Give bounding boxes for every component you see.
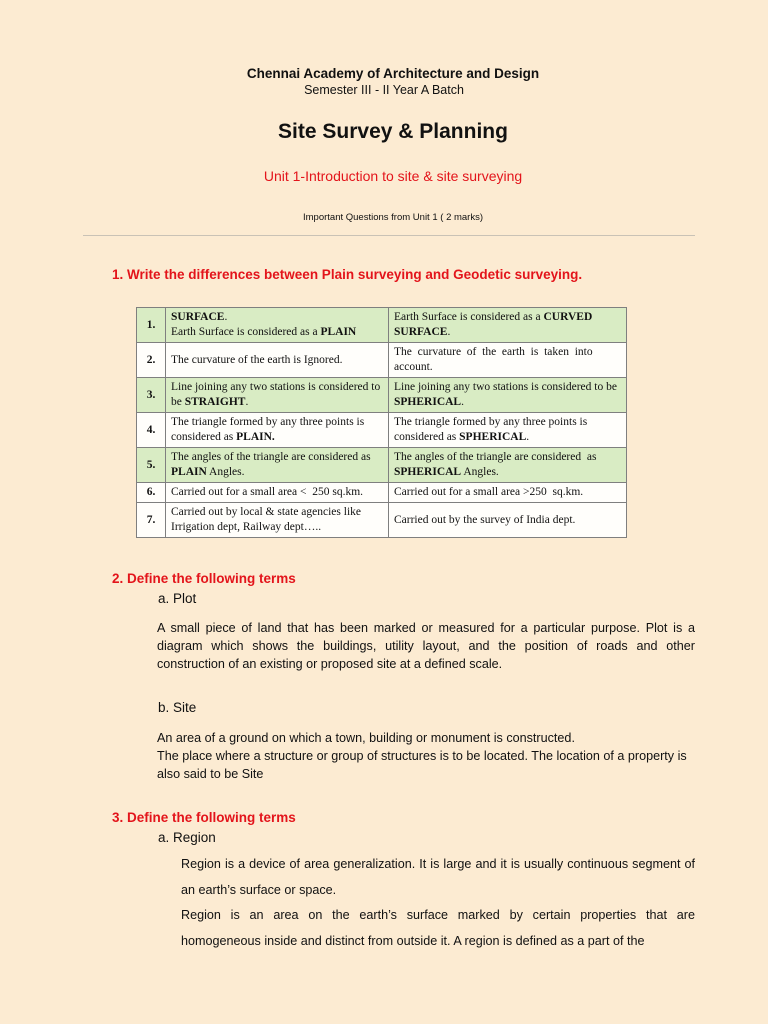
table-row <box>137 308 627 343</box>
row-number: 7. <box>137 503 166 538</box>
batch-line: Semester III - II Year A Batch <box>304 83 464 97</box>
row-number: 6. <box>137 483 166 503</box>
site-definition-line-2: The place where a structure or group of structures is to be located. The location of a property is also said to be Site <box>157 749 687 781</box>
geodetic-surveying-cell: Line joining any two stations is considered to be SPHERICAL. <box>389 378 627 413</box>
plain-surveying-cell: Carried out for a small area < 250 sq.km. <box>166 483 389 503</box>
unit-title: Unit 1-Introduction to site & site surveying <box>263 168 523 184</box>
table-row <box>137 343 627 378</box>
divider <box>83 235 695 236</box>
differences-table <box>136 307 627 538</box>
geodetic-surveying-cell: The triangle formed by any three points is considered as SPHERICAL. <box>389 413 627 448</box>
row-number: 5. <box>137 448 166 483</box>
geodetic-surveying-cell: The angles of the triangle are considered as SPHERICAL Angles. <box>389 448 627 483</box>
term-site-label: b. Site <box>158 700 197 715</box>
plain-surveying-cell: SURFACE. Earth Surface is considered as a PLAIN <box>166 308 389 343</box>
plain-surveying-cell: The angles of the triangle are considered as PLAIN Angles. <box>166 448 389 483</box>
term-region-label: a. Region <box>158 830 216 845</box>
region-definition-para-1: Region is a device of area generalization. It is large and it is usually continuous segment of an earth’s surface or space. <box>181 857 695 897</box>
plain-surveying-cell: Carried out by local & state agencies like Irrigation dept, Railway dept….. <box>166 503 389 538</box>
table-row <box>137 503 627 538</box>
region-definition-para-2: Region is an area on the earth’s surface marked by certain properties that are homogeneous inside and distinct from outside it. A region is defined as a part of the <box>181 908 695 948</box>
question-1-heading: 1. Write the differences between Plain surveying and Geodetic surveying. <box>112 267 583 282</box>
plot-definition: A small piece of land that has been marked or measured for a particular purpose. Plot is a diagram which shows the buildings, utility layout, and the position of roads and other construction of an existing or proposed site at a defined scale. <box>157 621 695 671</box>
row-number: 2. <box>137 343 166 378</box>
term-plot-label: a. Plot <box>158 591 197 606</box>
plain-surveying-cell: The triangle formed by any three points is considered as PLAIN. <box>166 413 389 448</box>
row-number: 3. <box>137 378 166 413</box>
table-row <box>137 413 627 448</box>
important-questions-note: Important Questions from Unit 1 ( 2 marks) <box>302 212 484 223</box>
geodetic-surveying-cell: Earth Surface is considered as a CURVED SURFACE. <box>389 308 627 343</box>
row-number: 1. <box>137 308 166 343</box>
table-row <box>137 448 627 483</box>
table-row <box>137 483 627 503</box>
geodetic-surveying-cell: Carried out by the survey of India dept. <box>389 503 627 538</box>
geodetic-surveying-cell: The curvature of the earth is taken into account. <box>389 343 627 378</box>
institute-name: Chennai Academy of Architecture and Design <box>246 66 540 81</box>
page-title: Site Survey & Planning <box>278 120 508 143</box>
plain-surveying-cell: The curvature of the earth is Ignored. <box>166 343 389 378</box>
table-row <box>137 378 627 413</box>
question-3-heading: 3. Define the following terms <box>112 810 296 825</box>
region-definition <box>181 852 695 954</box>
question-2-heading: 2. Define the following terms <box>112 571 296 586</box>
row-number: 4. <box>137 413 166 448</box>
geodetic-surveying-cell: Carried out for a small area >250 sq.km. <box>389 483 627 503</box>
plain-surveying-cell: Line joining any two stations is considered to be STRAIGHT. <box>166 378 389 413</box>
site-definition <box>157 729 695 783</box>
site-definition-line-1: An area of a ground on which a town, building or monument is constructed. <box>157 731 575 745</box>
